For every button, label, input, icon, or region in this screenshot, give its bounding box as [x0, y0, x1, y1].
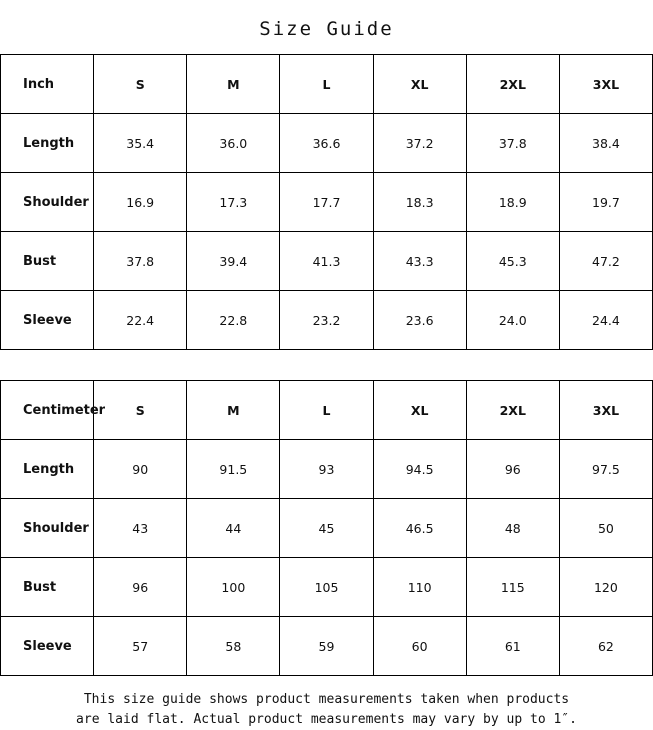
- cell-sleeve-m: 58: [187, 617, 280, 676]
- footer-note-line-1: This size guide shows product measurements taken when products: [83, 692, 570, 707]
- cell-sleeve-2xl: 24.0: [466, 291, 559, 350]
- cell-sleeve-l: 23.2: [280, 291, 373, 350]
- cell-bust-3xl: 47.2: [559, 232, 652, 291]
- column-header-3xl: 3XL: [559, 381, 652, 440]
- footer-note: [0, 676, 653, 730]
- unit-label-inch: Inch: [1, 55, 94, 114]
- row-label-shoulder: Shoulder: [1, 499, 94, 558]
- cell-length-3xl: 38.4: [559, 114, 652, 173]
- row-label-length: Length: [1, 440, 94, 499]
- footer-note-line-2: are laid flat. Actual product measurements may vary by up to 1″.: [76, 712, 577, 727]
- table-row: [1, 114, 653, 173]
- row-label-sleeve: Sleeve: [1, 291, 94, 350]
- cell-shoulder-s: 16.9: [94, 173, 187, 232]
- column-header-m: M: [187, 381, 280, 440]
- cell-shoulder-2xl: 18.9: [466, 173, 559, 232]
- cell-shoulder-xl: 18.3: [373, 173, 466, 232]
- cell-sleeve-s: 57: [94, 617, 187, 676]
- table-separator: [0, 350, 653, 380]
- row-label-sleeve: Sleeve: [1, 617, 94, 676]
- cell-shoulder-m: 17.3: [187, 173, 280, 232]
- table-row: [1, 499, 653, 558]
- column-header-s: S: [94, 55, 187, 114]
- table-row: [1, 440, 653, 499]
- cell-shoulder-3xl: 19.7: [559, 173, 652, 232]
- cell-bust-xl: 43.3: [373, 232, 466, 291]
- cell-bust-xl: 110: [373, 558, 466, 617]
- cell-shoulder-l: 17.7: [280, 173, 373, 232]
- cell-bust-2xl: 115: [466, 558, 559, 617]
- size-table-inch: [0, 54, 653, 350]
- table-header-row: [1, 55, 653, 114]
- cell-length-m: 36.0: [187, 114, 280, 173]
- cell-length-l: 93: [280, 440, 373, 499]
- column-header-xl: XL: [373, 381, 466, 440]
- cell-shoulder-s: 43: [94, 499, 187, 558]
- column-header-l: L: [280, 55, 373, 114]
- cell-sleeve-3xl: 62: [559, 617, 652, 676]
- size-table-centimeter: [0, 380, 653, 676]
- cell-sleeve-m: 22.8: [187, 291, 280, 350]
- table-row: [1, 291, 653, 350]
- column-header-2xl: 2XL: [466, 55, 559, 114]
- cell-sleeve-xl: 60: [373, 617, 466, 676]
- cell-length-l: 36.6: [280, 114, 373, 173]
- table-header-row: [1, 381, 653, 440]
- cell-sleeve-3xl: 24.4: [559, 291, 652, 350]
- cell-length-xl: 94.5: [373, 440, 466, 499]
- cell-bust-3xl: 120: [559, 558, 652, 617]
- row-label-length: Length: [1, 114, 94, 173]
- column-header-s: S: [94, 381, 187, 440]
- cell-length-2xl: 37.8: [466, 114, 559, 173]
- unit-label-centimeter: Centimeter: [1, 381, 94, 440]
- cell-bust-2xl: 45.3: [466, 232, 559, 291]
- row-label-shoulder: Shoulder: [1, 173, 94, 232]
- cell-shoulder-2xl: 48: [466, 499, 559, 558]
- row-label-bust: Bust: [1, 558, 94, 617]
- cell-sleeve-2xl: 61: [466, 617, 559, 676]
- cell-sleeve-s: 22.4: [94, 291, 187, 350]
- column-header-3xl: 3XL: [559, 55, 652, 114]
- table-row: [1, 617, 653, 676]
- cell-bust-l: 41.3: [280, 232, 373, 291]
- table-row: [1, 558, 653, 617]
- cell-shoulder-l: 45: [280, 499, 373, 558]
- cell-bust-m: 100: [187, 558, 280, 617]
- column-header-2xl: 2XL: [466, 381, 559, 440]
- cell-shoulder-xl: 46.5: [373, 499, 466, 558]
- cell-bust-s: 37.8: [94, 232, 187, 291]
- table-row: [1, 232, 653, 291]
- cell-shoulder-3xl: 50: [559, 499, 652, 558]
- table-row: [1, 173, 653, 232]
- cell-length-3xl: 97.5: [559, 440, 652, 499]
- column-header-m: M: [187, 55, 280, 114]
- cell-bust-m: 39.4: [187, 232, 280, 291]
- cell-shoulder-m: 44: [187, 499, 280, 558]
- column-header-xl: XL: [373, 55, 466, 114]
- row-label-bust: Bust: [1, 232, 94, 291]
- cell-length-s: 90: [94, 440, 187, 499]
- cell-length-xl: 37.2: [373, 114, 466, 173]
- cell-bust-l: 105: [280, 558, 373, 617]
- page-title: Size Guide: [259, 18, 394, 40]
- cell-length-2xl: 96: [466, 440, 559, 499]
- cell-length-m: 91.5: [187, 440, 280, 499]
- column-header-l: L: [280, 381, 373, 440]
- cell-sleeve-l: 59: [280, 617, 373, 676]
- cell-bust-s: 96: [94, 558, 187, 617]
- cell-sleeve-xl: 23.6: [373, 291, 466, 350]
- cell-length-s: 35.4: [94, 114, 187, 173]
